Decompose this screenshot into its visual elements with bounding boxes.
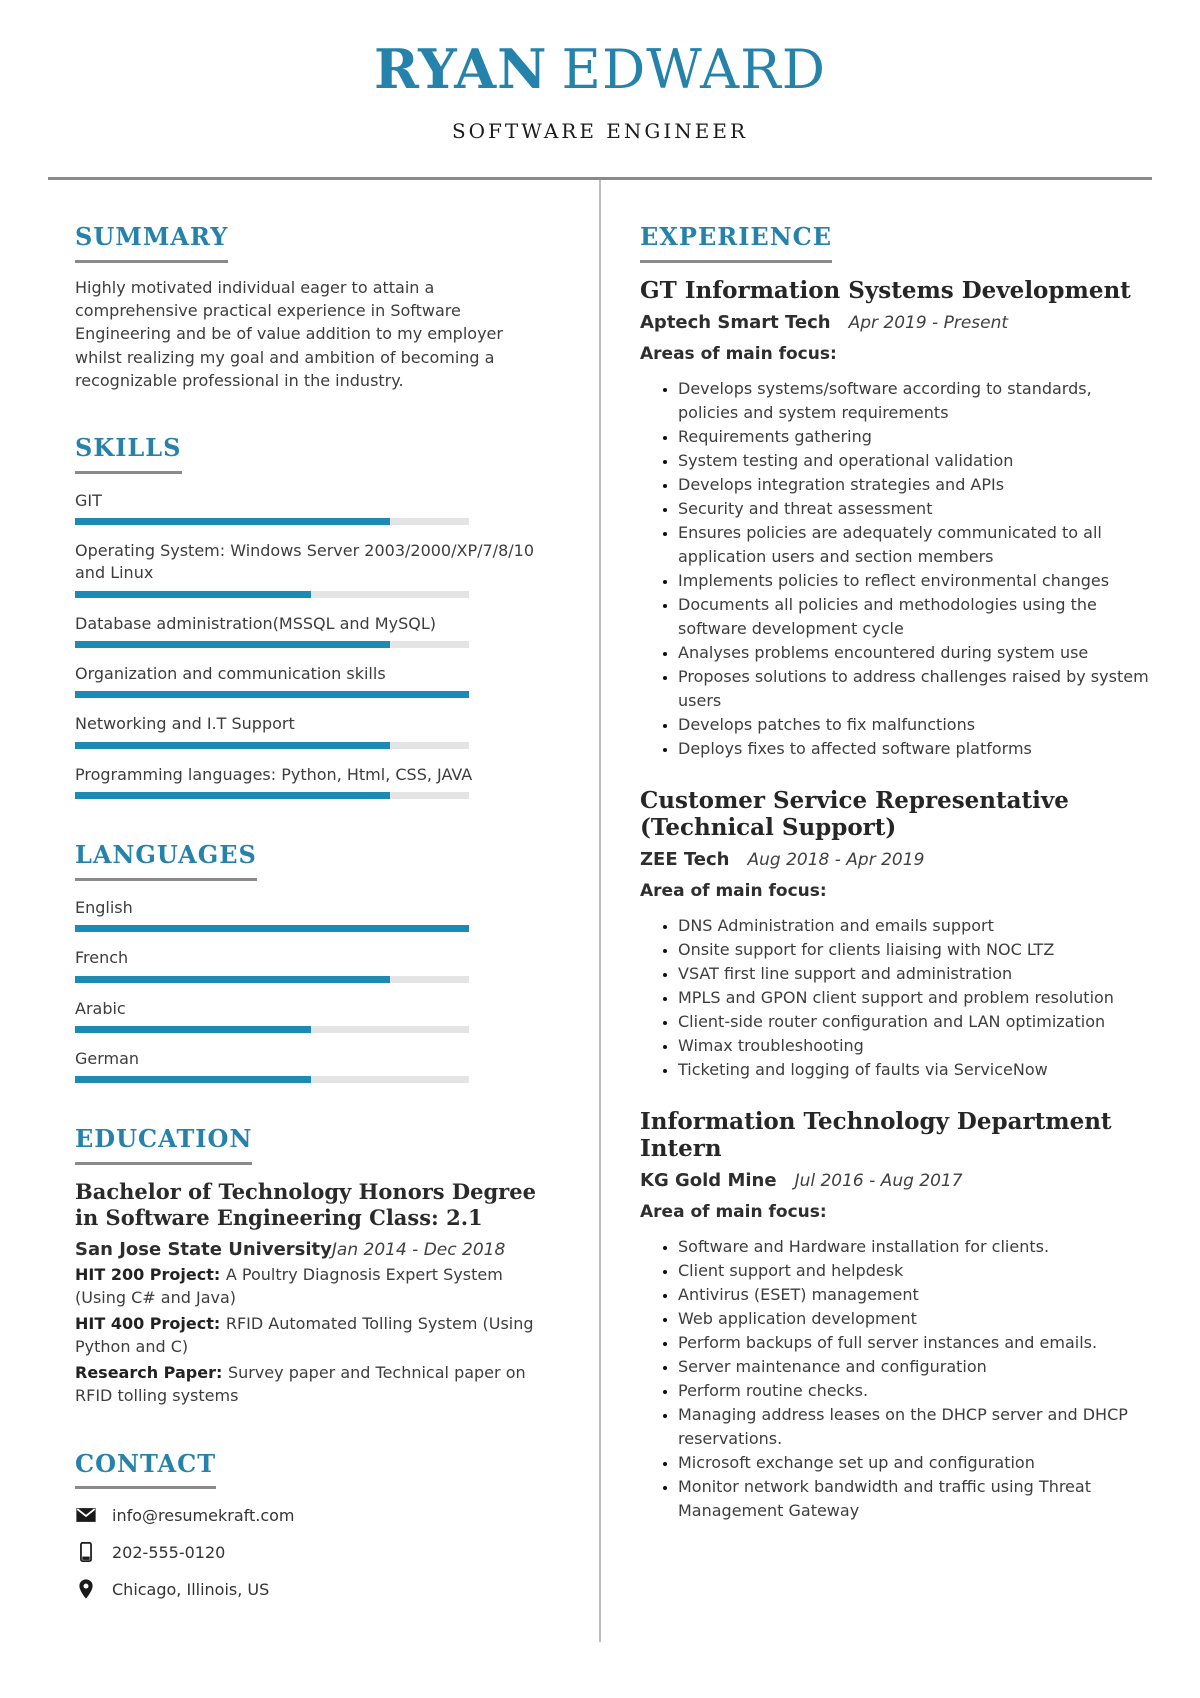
experience-job [640,277,1152,761]
experience-bullet: • Implements policies to reflect environmental changes [678,569,1152,593]
focus-label: Areas of main focus: [640,343,837,364]
job-title: Information Technology Department Intern [640,1107,1112,1163]
experience-bullet: • Antivirus (ESET) management [678,1283,1152,1307]
candidate-name [0,37,1200,101]
experience-bullet: • Deploys fixes to affected software platforms [678,737,1152,761]
skill-item [75,663,554,698]
candidate-title: SOFTWARE ENGINEER [451,119,749,144]
experience-bullet: • Monitor network bandwidth and traffic using Threat Management Gateway [678,1475,1152,1523]
experience-bullet: • Develops integration strategies and APIs [678,473,1152,497]
job-bullet-list [640,914,1152,1082]
skill-bar-fill [75,792,390,799]
summary-heading: SUMMARY [75,223,228,263]
language-item [75,998,554,1033]
education-detail-label: HIT 400 Project: [75,1313,221,1333]
language-bar-track [75,1026,469,1033]
skills-section [75,434,554,799]
experience-bullet: • Managing address leases on the DHCP server and DHCP reservations. [678,1403,1152,1451]
experience-job [640,1108,1152,1523]
language-bar-track [75,925,469,932]
experience-bullet: • Perform backups of full server instances and emails. [678,1331,1152,1355]
skill-item [75,713,554,748]
experience-bullet: • Proposes solutions to address challenges raised by system users [678,665,1152,713]
education-details [75,1263,554,1408]
experience-job [640,787,1152,1082]
education-detail-text: Survey paper and Technical paper on RFID tolling systems [75,1363,526,1406]
experience-bullet: • Documents all policies and methodologies using the software development cycle [678,593,1152,641]
contact-location-row [75,1578,554,1600]
experience-bullet: • VSAT first line support and administration [678,962,1152,986]
job-meta [640,1170,1152,1191]
skill-bar-fill [75,641,390,648]
job-dates: Jul 2016 - Aug 2017 [794,1170,963,1191]
contact-phone-row [75,1541,554,1563]
job-dates: Aug 2018 - Apr 2019 [747,849,925,870]
right-column [599,180,1152,1642]
experience-bullet: • Analyses problems encountered during system use [678,641,1152,665]
focus-label: Area of main focus: [640,880,827,901]
skill-bar-track [75,691,469,698]
education-detail [75,1312,554,1358]
experience-bullet: • Microsoft exchange set up and configuration [678,1451,1152,1475]
experience-bullet: • DNS Administration and emails support [678,914,1152,938]
experience-bullet: • Software and Hardware installation for clients. [678,1235,1152,1259]
skill-label: Organization and communication skills [75,664,386,684]
experience-bullet: • Develops systems/software according to standards, policies and system requirements [678,377,1152,425]
degree-title: Bachelor of Technology Honors Degree in Software Engineering Class: 2.1 [75,1179,536,1231]
job-bullet-list [640,1235,1152,1523]
skills-list [75,490,554,800]
education-detail-label: HIT 200 Project: [75,1264,221,1284]
experience-bullet: • Web application development [678,1307,1152,1331]
education-heading: EDUCATION [75,1125,252,1165]
summary-section [75,223,554,392]
company-name: KG Gold Mine [640,1169,777,1191]
left-column [48,180,599,1642]
contact-email: info@resumekraft.com [112,1505,295,1525]
school-name: San Jose State University [75,1238,332,1260]
skill-bar-fill [75,591,311,598]
skill-label: Networking and I.T Support [75,714,295,734]
skill-bar-fill [75,518,390,525]
languages-heading: LANGUAGES [75,841,257,881]
skill-bar-track [75,641,469,648]
experience-bullet: • Ensures policies are adequately communicated to all application users and section members [678,521,1152,569]
language-bar-track [75,976,469,983]
skills-heading: SKILLS [75,434,182,474]
language-item [75,897,554,932]
job-meta [640,312,1152,333]
skill-bar-fill [75,691,469,698]
contact-section [75,1450,554,1601]
skill-item [75,613,554,648]
resume-body [48,177,1152,1642]
education-section [75,1125,554,1407]
language-bar-track [75,1076,469,1083]
last-name: EDWARD [561,38,827,101]
language-label: Arabic [75,998,126,1018]
contact-heading: CONTACT [75,1450,216,1490]
job-dates: Apr 2019 - Present [848,312,1009,333]
language-bar-fill [75,925,469,932]
location-icon [75,1578,97,1600]
experience-heading: EXPERIENCE [640,223,832,263]
education-dates: Jan 2014 - Dec 2018 [331,1239,506,1260]
experience-bullet: • Onsite support for clients liaising with NOC LTZ [678,938,1152,962]
languages-list [75,897,554,1084]
skill-bar-track [75,742,469,749]
summary-text: Highly motivated individual eager to attain a comprehensive practical experience in Software Engineering and be of value addition to my employer whilst realizing my goal and ambition of becoming a recognizable professional in the industry. [75,277,503,390]
education-detail [75,1263,554,1309]
skill-item [75,540,554,598]
job-bullet-list [640,377,1152,761]
experience-bullet: • Perform routine checks. [678,1379,1152,1403]
experience-bullet: • MPLS and GPON client support and problem resolution [678,986,1152,1010]
skill-label: Database administration(MSSQL and MySQL) [75,613,436,633]
language-bar-fill [75,1076,311,1083]
experience-bullet: • Server maintenance and configuration [678,1355,1152,1379]
contact-phone: 202-555-0120 [112,1542,226,1562]
experience-bullet: • Ticketing and logging of faults via ServiceNow [678,1058,1152,1082]
skill-item [75,764,554,799]
company-name: Aptech Smart Tech [640,311,831,333]
language-bar-fill [75,976,390,983]
focus-label: Area of main focus: [640,1201,827,1222]
language-bar-fill [75,1026,311,1033]
skill-label: Operating System: Windows Server 2003/2000/XP/7/8/10 and Linux [75,540,534,583]
languages-section [75,841,554,1083]
skill-bar-fill [75,742,390,749]
skill-bar-track [75,792,469,799]
first-name: RYAN [373,37,548,101]
skill-label: GIT [75,490,102,510]
experience-bullet: • Client-side router configuration and LAN optimization [678,1010,1152,1034]
language-item [75,947,554,982]
experience-bullet: • Requirements gathering [678,425,1152,449]
email-icon [75,1504,97,1526]
experience-bullet: • Security and threat assessment [678,497,1152,521]
job-title: Customer Service Representative (Technical Support) [640,786,1069,842]
education-detail [75,1361,554,1407]
language-label: French [75,948,129,968]
education-detail-text: RFID Automated Tolling System (Using Python and C) [75,1313,534,1357]
language-label: German [75,1049,140,1069]
job-title: GT Information Systems Development [640,276,1131,304]
skill-bar-track [75,591,469,598]
education-detail-label: Research Paper: [75,1363,223,1383]
job-meta [640,849,1152,870]
contact-email-row [75,1504,554,1526]
skill-item [75,490,554,525]
skill-label: Programming languages: Python, Html, CSS, JAVA [75,764,473,784]
skill-bar-track [75,518,469,525]
education-detail-text: A Poultry Diagnosis Expert System (Using C# and Java) [75,1264,503,1307]
language-label: English [75,897,133,917]
experience-bullet: • Client support and helpdesk [678,1259,1152,1283]
resume-header [0,0,1200,143]
experience-bullet: • Wimax troubleshooting [678,1034,1152,1058]
experience-bullet: • Develops patches to fix malfunctions [678,713,1152,737]
contact-location: Chicago, Illinois, US [112,1579,270,1599]
experience-bullet: • System testing and operational validation [678,449,1152,473]
company-name: ZEE Tech [640,848,730,870]
language-item [75,1048,554,1083]
education-meta [75,1239,554,1260]
phone-icon [75,1541,97,1563]
